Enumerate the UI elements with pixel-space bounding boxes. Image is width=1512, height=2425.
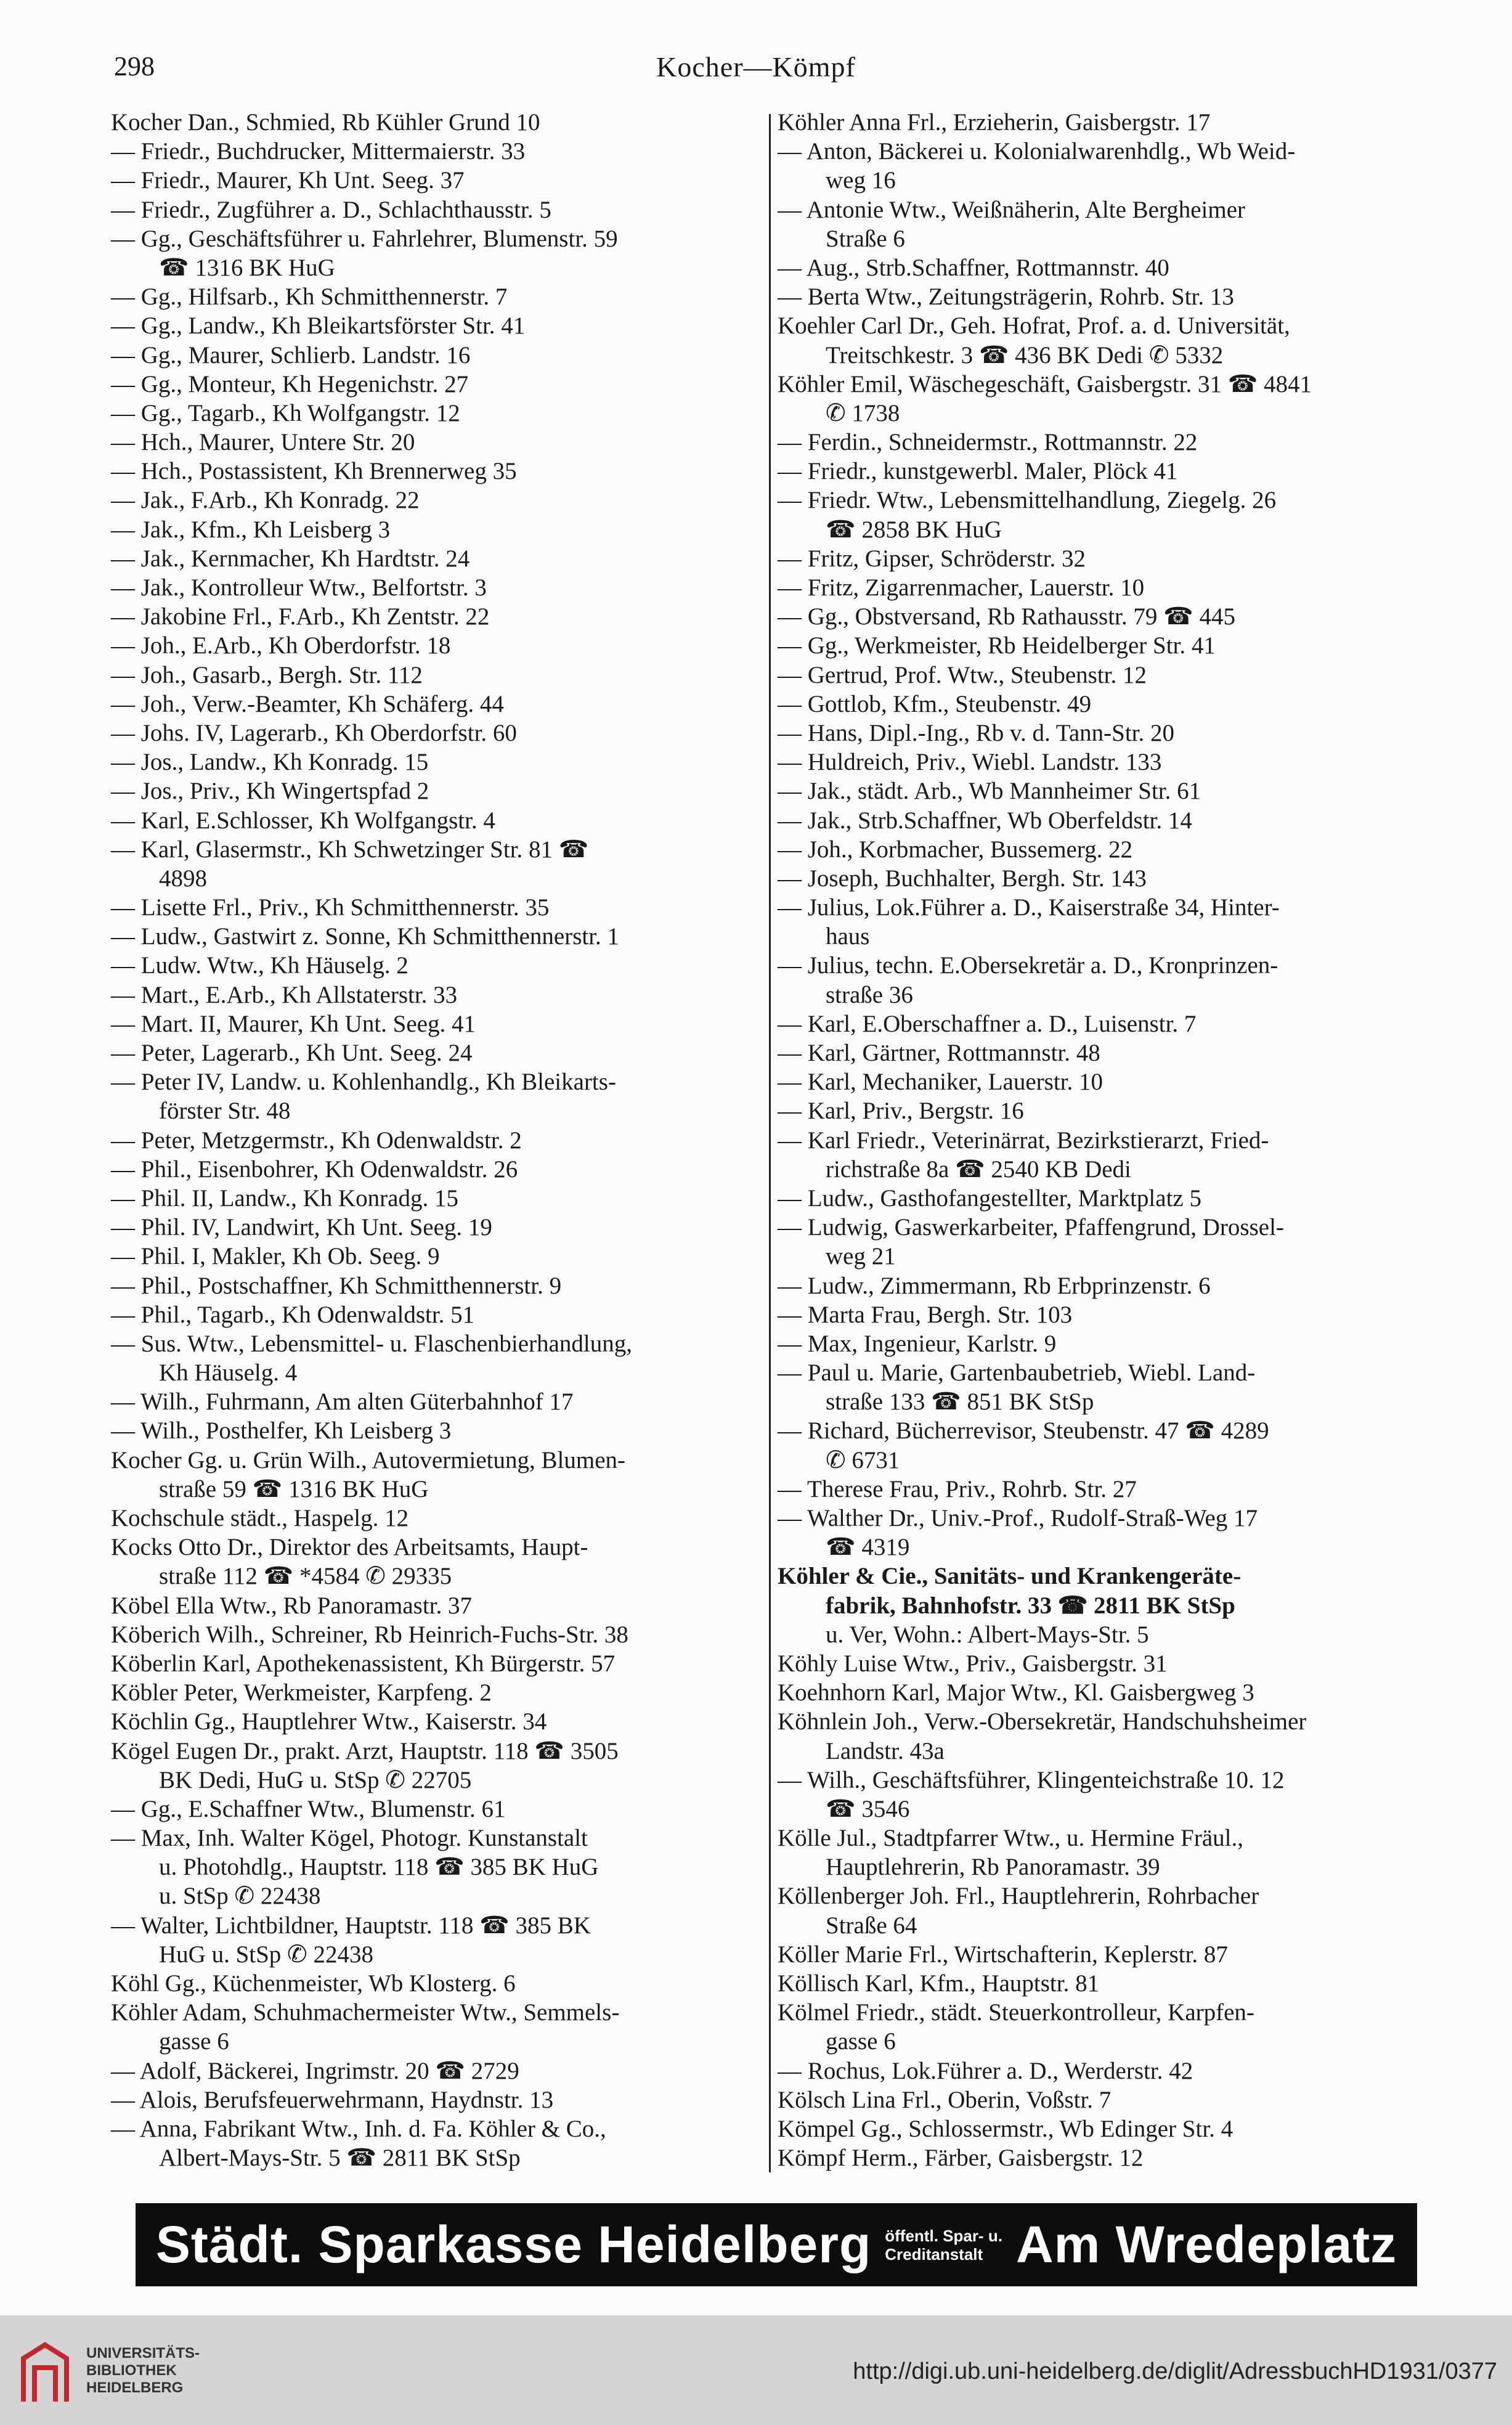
advertisement-banner bbox=[136, 2203, 1417, 2286]
directory-entry: — Friedr., Zugführer a. D., Schlachthausstr. 5 bbox=[111, 196, 551, 223]
directory-entry: Köchlin Gg., Hauptlehrer Wtw., Kaiserstr. 34 bbox=[111, 1708, 547, 1735]
directory-entry: — Fritz, Zigarrenmacher, Lauerstr. 10 bbox=[778, 574, 1145, 601]
entry-continuation-line: u. StSp ✆ 22438 bbox=[159, 1883, 321, 1910]
entry-continuation-line: straße 36 bbox=[826, 981, 913, 1008]
directory-entry: — Gg., E.Schaffner Wtw., Blumenstr. 61 bbox=[111, 1795, 506, 1822]
directory-entry: — Joh., E.Arb., Kh Oberdorfstr. 18 bbox=[111, 632, 451, 659]
directory-entry: — Anna, Fabrikant Wtw., Inh. d. Fa. Köhler & Co., bbox=[111, 2115, 606, 2142]
directory-entry: Koehler Carl Dr., Geh. Hofrat, Prof. a. d. Universität, bbox=[778, 312, 1290, 340]
directory-entry: — Anton, Bäckerei u. Kolonialwarenhdlg., Wb Weid- bbox=[778, 138, 1296, 165]
entry-continuation-line: ✆ 6731 bbox=[826, 1446, 900, 1473]
directory-entry: — Phil. I, Makler, Kh Ob. Seeg. 9 bbox=[111, 1243, 440, 1270]
directory-entry: Kocher Dan., Schmied, Rb Kühler Grund 10 bbox=[111, 109, 540, 136]
banner-name: Städt. Sparkasse Heidelberg bbox=[155, 2215, 872, 2273]
directory-entry: — Sus. Wtw., Lebensmittel- u. Flaschenbierhandlung, bbox=[111, 1330, 632, 1357]
directory-entry: — Max, Ingenieur, Karlstr. 9 bbox=[778, 1330, 1057, 1357]
viewer-footer bbox=[0, 2315, 1512, 2425]
directory-entry: — Gg., Werkmeister, Rb Heidelberger Str. 41 bbox=[778, 632, 1216, 659]
directory-entry: Kölle Jul., Stadtpfarrer Wtw., u. Hermine Fräul., bbox=[778, 1825, 1243, 1852]
directory-entry: — Hans, Dipl.-Ing., Rb v. d. Tann-Str. 20 bbox=[778, 719, 1174, 746]
directory-entry: — Ludw., Gastwirt z. Sonne, Kh Schmitthennerstr. 1 bbox=[111, 923, 620, 950]
directory-entry: — Adolf, Bäckerei, Ingrimstr. 20 ☎ 2729 bbox=[111, 2057, 519, 2084]
entry-continuation-line: richstraße 8a ☎ 2540 KB Dedi bbox=[826, 1155, 1131, 1183]
directory-entry: — Gg., Maurer, Schlierb. Landstr. 16 bbox=[111, 341, 471, 369]
banner-subtitle bbox=[885, 2227, 1002, 2264]
directory-entry: — Friedr., Buchdrucker, Mittermaierstr. 33 bbox=[111, 138, 526, 165]
column-divider bbox=[769, 114, 771, 2172]
directory-entry: — Hch., Postassistent, Kh Brennerweg 35 bbox=[111, 458, 517, 485]
directory-entry: Köhler Anna Frl., Erzieherin, Gaisbergstr. 17 bbox=[778, 109, 1211, 136]
library-name-line: HEIDELBERG bbox=[86, 2379, 184, 2396]
directory-entry: Köbler Peter, Werkmeister, Karpfeng. 2 bbox=[111, 1679, 492, 1706]
directory-entry: Köhler & Cie., Sanitäts- und Krankengeräte- bbox=[778, 1563, 1242, 1590]
directory-entry: Köhnlein Joh., Verw.-Obersekretär, Handschuhsheimer bbox=[778, 1708, 1307, 1735]
entry-continuation-line: weg 16 bbox=[826, 167, 896, 194]
right-column bbox=[778, 108, 1437, 2172]
entry-continuation-line: BK Dedi, HuG u. StSp ✆ 22705 bbox=[159, 1766, 472, 1793]
directory-entry: Köllenberger Joh. Frl., Hauptlehrerin, Rohrbacher bbox=[778, 1883, 1259, 1910]
directory-entry: — Karl, Priv., Bergstr. 16 bbox=[778, 1098, 1024, 1125]
page-number: 298 bbox=[114, 51, 155, 81]
entry-continuation-line: straße 59 ☎ 1316 BK HuG bbox=[159, 1475, 429, 1502]
directory-entry: Köhler Emil, Wäschegeschäft, Gaisbergstr. 31 ☎ 4841 bbox=[778, 370, 1312, 397]
directory-entry: — Gg., Landw., Kh Bleikartsförster Str. 41 bbox=[111, 312, 526, 340]
directory-entry: — Jak., Strb.Schaffner, Wb Oberfeldstr. 14 bbox=[778, 807, 1192, 834]
directory-entry: — Walther Dr., Univ.-Prof., Rudolf-Straß-Weg 17 bbox=[778, 1505, 1258, 1531]
banner-location: Am Wredeplatz bbox=[1015, 2215, 1397, 2273]
entry-continuation-line: ☎ 3546 bbox=[826, 1795, 910, 1822]
directory-entry: — Therese Frau, Priv., Rohrb. Str. 27 bbox=[778, 1475, 1137, 1502]
directory-entry: — Joh., Gasarb., Bergh. Str. 112 bbox=[111, 661, 423, 688]
directory-entry: Köbel Ella Wtw., Rb Panoramastr. 37 bbox=[111, 1592, 472, 1619]
entry-continuation-line: straße 133 ☎ 851 BK StSp bbox=[826, 1388, 1094, 1416]
entry-continuation-line: ☎ 1316 BK HuG bbox=[159, 254, 335, 281]
directory-entry: — Phil., Postschaffner, Kh Schmitthennerstr. 9 bbox=[111, 1272, 562, 1299]
directory-entry: — Jak., Kontrolleur Wtw., Belfortstr. 3 bbox=[111, 574, 487, 601]
directory-entry: — Gertrud, Prof. Wtw., Steubenstr. 12 bbox=[778, 661, 1147, 688]
entry-continuation-line: weg 21 bbox=[826, 1243, 896, 1270]
directory-entry: — Berta Wtw., Zeitungsträgerin, Rohrb. Str. 13 bbox=[778, 283, 1234, 311]
directory-entry: — Phil. IV, Landwirt, Kh Unt. Seeg. 19 bbox=[111, 1214, 492, 1241]
banner-subtitle-1: öffentl. Spar- u. bbox=[885, 2226, 1002, 2245]
entry-continuation-line: gasse 6 bbox=[159, 2028, 229, 2055]
entry-continuation-line: Straße 64 bbox=[826, 1912, 917, 1939]
directory-entry: — Friedr. Wtw., Lebensmittelhandlung, Ziegelg. 26 bbox=[778, 487, 1277, 514]
directory-entry: Kömpel Gg., Schlossermstr., Wb Edinger Str. 4 bbox=[778, 2115, 1234, 2142]
directory-entry: Köhly Luise Wtw., Priv., Gaisbergstr. 31 bbox=[778, 1650, 1168, 1677]
entry-continuation-line: Hauptlehrerin, Rb Panoramastr. 39 bbox=[826, 1854, 1160, 1881]
directory-entry: — Jakobine Frl., F.Arb., Kh Zentstr. 22 bbox=[111, 603, 490, 630]
directory-entry: — Lisette Frl., Priv., Kh Schmitthennerstr. 35 bbox=[111, 894, 550, 921]
directory-entry: — Jak., Kfm., Kh Leisberg 3 bbox=[111, 516, 391, 543]
directory-entry: — Walter, Lichtbildner, Hauptstr. 118 ☎ 385 BK bbox=[111, 1912, 591, 1939]
library-name bbox=[86, 2345, 200, 2397]
directory-entry: — Joh., Korbmacher, Bussemerg. 22 bbox=[778, 836, 1133, 863]
directory-entry: Köberich Wilh., Schreiner, Rb Heinrich-Fuchs-Str. 38 bbox=[111, 1621, 628, 1648]
entry-continuation-line: haus bbox=[826, 923, 870, 950]
entry-continuation-line: u. Ver, Wohn.: Albert-Mays-Str. 5 bbox=[826, 1621, 1149, 1648]
directory-entry: Kömpf Herm., Färber, Gaisbergstr. 12 bbox=[778, 2145, 1144, 2172]
directory-entry: — Joseph, Buchhalter, Bergh. Str. 143 bbox=[778, 865, 1147, 892]
directory-entry: Köhler Adam, Schuhmachermeister Wtw., Semmels- bbox=[111, 1999, 620, 2026]
directory-entry: — Peter, Metzgermstr., Kh Odenwaldstr. 2 bbox=[111, 1127, 522, 1154]
entry-continuation-line: Treitschkestr. 3 ☎ 436 BK Dedi ✆ 5332 bbox=[826, 341, 1224, 369]
entry-continuation-line: Landstr. 43a bbox=[826, 1737, 945, 1764]
directory-entry: — Gg., Hilfsarb., Kh Schmitthennerstr. 7 bbox=[111, 283, 508, 311]
entry-continuation-line: Kh Häuselg. 4 bbox=[159, 1359, 298, 1387]
directory-entry: — Phil., Tagarb., Kh Odenwaldstr. 51 bbox=[111, 1301, 475, 1328]
directory-entry: — Gg., Geschäftsführer u. Fahrlehrer, Blumenstr. 59 bbox=[111, 225, 618, 252]
directory-entry: — Jak., F.Arb., Kh Konradg. 22 bbox=[111, 487, 420, 514]
directory-entry: — Ludwig, Gaswerkarbeiter, Pfaffengrund, Drossel- bbox=[778, 1214, 1284, 1241]
library-logo-icon bbox=[17, 2340, 73, 2408]
directory-entry: — Peter IV, Landw. u. Kohlenhandlg., Kh Bleikarts- bbox=[111, 1069, 616, 1096]
directory-entry: — Richard, Bücherrevisor, Steubenstr. 47 ☎ 4289 bbox=[778, 1417, 1269, 1445]
entry-continuation-line: fabrik, Bahnhofstr. 33 ☎ 2811 BK StSp bbox=[826, 1592, 1235, 1619]
directory-entry: — Karl, E.Oberschaffner a. D., Luisenstr. 7 bbox=[778, 1010, 1197, 1037]
directory-entry: — Gg., Obstversand, Rb Rathausstr. 79 ☎ 445 bbox=[778, 603, 1235, 630]
entry-continuation-line: Albert-Mays-Str. 5 ☎ 2811 BK StSp bbox=[159, 2145, 521, 2172]
page-title: Kocher—Kömpf bbox=[656, 51, 856, 83]
directory-entry: — Karl, Gärtner, Rottmannstr. 48 bbox=[778, 1040, 1100, 1066]
entry-continuation-line: gasse 6 bbox=[826, 2028, 896, 2055]
library-name-line: UNIVERSITÄTS- bbox=[86, 2345, 200, 2362]
directory-entry: — Phil. II, Landw., Kh Konradg. 15 bbox=[111, 1184, 458, 1212]
directory-entry: — Hch., Maurer, Untere Str. 20 bbox=[111, 429, 415, 456]
banner-subtitle-2: Creditanstalt bbox=[885, 2244, 983, 2264]
directory-entry: — Johs. IV, Lagerarb., Kh Oberdorfstr. 60 bbox=[111, 719, 517, 746]
directory-entry: — Jos., Landw., Kh Konradg. 15 bbox=[111, 749, 429, 776]
left-column bbox=[111, 108, 770, 2172]
directory-entry: — Karl, Glasermstr., Kh Schwetzinger Str. 81 ☎ bbox=[111, 836, 589, 863]
directory-entry: — Rochus, Lok.Führer a. D., Werderstr. 42 bbox=[778, 2057, 1193, 2084]
directory-entry: — Jos., Priv., Kh Wingertspfad 2 bbox=[111, 778, 429, 805]
directory-entry: — Mart. II, Maurer, Kh Unt. Seeg. 41 bbox=[111, 1010, 476, 1037]
directory-entry: — Antonie Wtw., Weißnäherin, Alte Bergheimer bbox=[778, 196, 1246, 223]
directory-entry: — Ferdin., Schneidermstr., Rottmannstr. 22 bbox=[778, 429, 1198, 456]
entry-continuation-line: ☎ 2858 BK HuG bbox=[826, 516, 1002, 543]
directory-entry: — Wilh., Posthelfer, Kh Leisberg 3 bbox=[111, 1417, 452, 1445]
directory-entry: — Wilh., Geschäftsführer, Klingenteichstraße 10. 12 bbox=[778, 1766, 1285, 1793]
entry-continuation-line: HuG u. StSp ✆ 22438 bbox=[159, 1941, 373, 1968]
directory-entry: — Ludw., Zimmermann, Rb Erbprinzenstr. 6 bbox=[778, 1272, 1211, 1299]
directory-entry: Köller Marie Frl., Wirtschafterin, Keplerstr. 87 bbox=[778, 1941, 1228, 1968]
directory-entry: — Karl, E.Schlosser, Kh Wolfgangstr. 4 bbox=[111, 807, 495, 834]
directory-entry: — Karl, Mechaniker, Lauerstr. 10 bbox=[778, 1069, 1104, 1096]
directory-entry: — Gottlob, Kfm., Steubenstr. 49 bbox=[778, 690, 1092, 717]
directory-entry: — Gg., Tagarb., Kh Wolfgangstr. 12 bbox=[111, 399, 460, 426]
library-name-line: BIBLIOTHEK bbox=[86, 2362, 177, 2379]
entry-continuation-line: ☎ 4319 bbox=[826, 1534, 910, 1561]
directory-entry: Kochschule städt., Haspelg. 12 bbox=[111, 1505, 409, 1531]
entry-continuation-line: 4898 bbox=[159, 865, 207, 892]
directory-entry: — Gg., Monteur, Kh Hegenichstr. 27 bbox=[111, 370, 469, 397]
directory-entry: — Ludw., Gasthofangestellter, Marktplatz 5 bbox=[778, 1184, 1201, 1212]
entry-continuation-line: u. Photohdlg., Hauptstr. 118 ☎ 385 BK HuG bbox=[159, 1854, 599, 1881]
directory-entry: Kocks Otto Dr., Direktor des Arbeitsamts, Haupt- bbox=[111, 1534, 588, 1561]
directory-entry: — Peter, Lagerarb., Kh Unt. Seeg. 24 bbox=[111, 1040, 473, 1066]
directory-entry: — Wilh., Fuhrmann, Am alten Güterbahnhof 17 bbox=[111, 1388, 574, 1416]
directory-entry: — Jak., städt. Arb., Wb Mannheimer Str. 61 bbox=[778, 778, 1201, 805]
directory-entry: — Friedr., Maurer, Kh Unt. Seeg. 37 bbox=[111, 167, 465, 194]
directory-entry: Kögel Eugen Dr., prakt. Arzt, Hauptstr. 118 ☎ 3505 bbox=[111, 1737, 619, 1764]
directory-entry: — Max, Inh. Walter Kögel, Photogr. Kunstanstalt bbox=[111, 1825, 588, 1852]
directory-entry: — Joh., Verw.-Beamter, Kh Schäferg. 44 bbox=[111, 690, 504, 717]
directory-entry: Kölsch Lina Frl., Oberin, Voßstr. 7 bbox=[778, 2086, 1112, 2113]
directory-entry: — Paul u. Marie, Gartenbaubetrieb, Wiebl. Land- bbox=[778, 1359, 1256, 1387]
directory-entry: — Marta Frau, Bergh. Str. 103 bbox=[778, 1301, 1073, 1328]
directory-entry: — Friedr., kunstgewerbl. Maler, Plöck 41 bbox=[778, 458, 1178, 485]
directory-entry: — Alois, Berufsfeuerwehrmann, Haydnstr. 13 bbox=[111, 2086, 554, 2113]
directory-entry: Koehnhorn Karl, Major Wtw., Kl. Gaisbergweg 3 bbox=[778, 1679, 1254, 1706]
directory-entry: — Karl Friedr., Veterinärrat, Bezirkstierarzt, Fried- bbox=[778, 1127, 1269, 1154]
source-url-link[interactable]: http://digi.ub.uni-heidelberg.de/diglit/AdressbuchHD1931/0377 bbox=[853, 2358, 1497, 2384]
directory-entry: — Jak., Kernmacher, Kh Hardtstr. 24 bbox=[111, 545, 470, 572]
directory-entry: — Aug., Strb.Schaffner, Rottmannstr. 40 bbox=[778, 254, 1169, 281]
directory-entry: — Fritz, Gipser, Schröderstr. 32 bbox=[778, 545, 1086, 572]
directory-entry: Köllisch Karl, Kfm., Hauptstr. 81 bbox=[778, 1970, 1100, 1997]
entry-continuation-line: Straße 6 bbox=[826, 225, 905, 252]
directory-entry: — Julius, Lok.Führer a. D., Kaiserstraße 34, Hinter- bbox=[778, 894, 1280, 921]
directory-entry: Köhl Gg., Küchenmeister, Wb Klosterg. 6 bbox=[111, 1970, 516, 1997]
directory-entry: Kölmel Friedr., städt. Steuerkontrolleur, Karpfen- bbox=[778, 1999, 1254, 2026]
entry-continuation-line: straße 112 ☎ *4584 ✆ 29335 bbox=[159, 1563, 452, 1590]
entry-continuation-line: förster Str. 48 bbox=[159, 1098, 291, 1125]
directory-entry: — Julius, techn. E.Obersekretär a. D., Kronprinzen- bbox=[778, 952, 1278, 979]
directory-entry: Köberlin Karl, Apothekenassistent, Kh Bürgerstr. 57 bbox=[111, 1650, 616, 1677]
entry-continuation-line: ✆ 1738 bbox=[826, 399, 900, 426]
directory-entry: Kocher Gg. u. Grün Wilh., Autovermietung, Blumen- bbox=[111, 1446, 625, 1473]
directory-entry: — Ludw. Wtw., Kh Häuselg. 2 bbox=[111, 952, 408, 979]
directory-entry: — Phil., Eisenbohrer, Kh Odenwaldstr. 26 bbox=[111, 1155, 518, 1183]
directory-entry: — Mart., E.Arb., Kh Allstaterstr. 33 bbox=[111, 981, 458, 1008]
directory-entry: — Huldreich, Priv., Wiebl. Landstr. 133 bbox=[778, 749, 1162, 776]
